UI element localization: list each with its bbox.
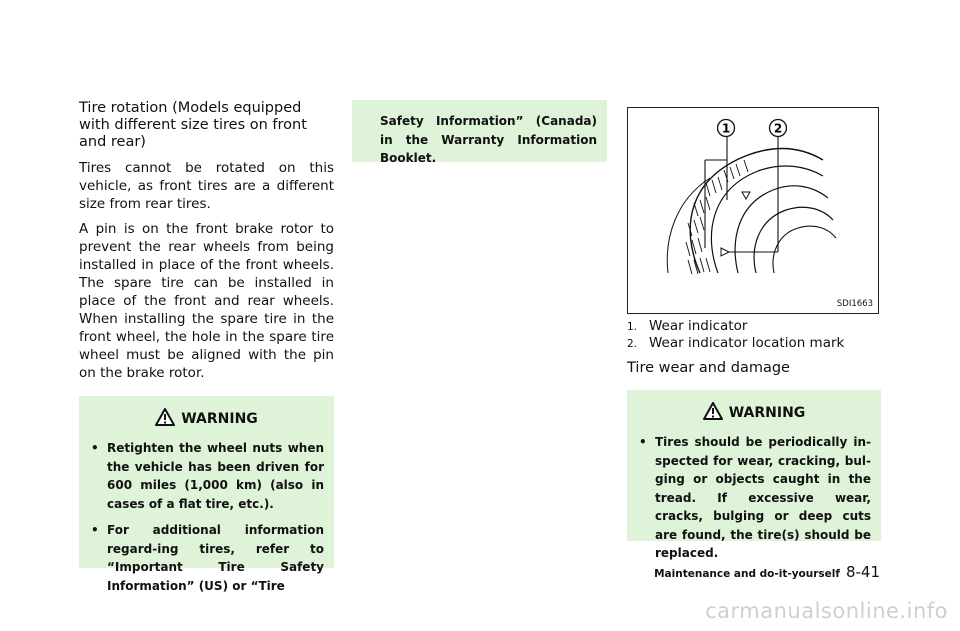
legend-text: Wear indicator location mark bbox=[649, 335, 845, 351]
middle-column bbox=[352, 100, 607, 165]
warning-continuation-text: Safety Information” (Canada) in the Warranty Information Booklet. bbox=[380, 114, 597, 165]
warning-box-continuation bbox=[352, 100, 607, 165]
warning-triangle-icon bbox=[703, 402, 723, 420]
warning-item: • Tires should be periodically in-spected for wear, cracking, bul-ging or objects caught in the tread. If excessive wear, cracks, bulging or deep cuts are found, the tire(s) should be replaced. bbox=[639, 435, 871, 560]
legend-text: Wear indicator bbox=[649, 318, 748, 334]
warning-item-text: Retighten the wheel nuts when the vehicle has been driven for 600 miles (1,000 km) (also in cases of a flat tire, etc.). bbox=[107, 441, 324, 511]
warning-box-rotation bbox=[79, 396, 334, 593]
legend-number: 2. bbox=[627, 338, 638, 350]
tire-rotation-heading: Tire rotation (Models equipped with different size tires on front and rear) bbox=[79, 100, 307, 150]
warning-header bbox=[89, 408, 324, 427]
warning-item: • For additional information regard-ing tires, refer to “Important Tire Safety Information” (US) or “Tire bbox=[91, 523, 324, 593]
warning-item: • Retighten the wheel nuts when the vehicle has been driven for 600 miles (1,000 km) (also in cases of a flat tire, etc.). bbox=[91, 441, 324, 511]
tire-wear-heading: Tire wear and damage bbox=[627, 360, 790, 376]
page-number: 8-41 bbox=[845, 563, 880, 581]
callout-2: 2 bbox=[773, 121, 783, 136]
right-column bbox=[627, 103, 881, 560]
tire-illustration bbox=[628, 108, 877, 312]
footer-section: Maintenance and do-it-yourself bbox=[654, 568, 840, 580]
figure-code: SDI1663 bbox=[836, 299, 873, 309]
paragraph-rotation: Tires cannot be rotated on this vehicle, as front tires are a different size from rear tires. bbox=[79, 160, 334, 212]
page-footer bbox=[610, 562, 880, 581]
warning-item-text: Tires should be periodically in-spected for wear, cracking, bul-ging or objects caught in the tread. If excessive wear, cracks, bulging or deep cuts are found, the tire(s) should be replaced. bbox=[655, 435, 871, 560]
warning-item-text: For additional information regard-ing tires, refer to “Important Tire Safety Information” (US) or “Tire bbox=[107, 523, 324, 593]
left-column bbox=[79, 100, 334, 593]
paragraph-pin: A pin is on the front brake rotor to prevent the rear wheels from being installed in place of the front wheels. The spare tire can be installed in place of the front and rear wheels. When installing the spare tire in the front wheel, the hole in the spare tire wheel must be aligned with the pin on the brake rotor. bbox=[79, 221, 334, 381]
warning-header bbox=[637, 402, 871, 421]
watermark: carmanualsonline.info bbox=[705, 599, 948, 623]
warning-title: WARNING bbox=[728, 405, 806, 421]
tire-wear-indicator-figure bbox=[627, 107, 879, 314]
warning-box-tire-wear bbox=[627, 390, 881, 560]
warning-title: WARNING bbox=[181, 411, 258, 427]
callout-1: 1 bbox=[721, 121, 731, 136]
legend-item bbox=[627, 335, 881, 352]
warning-triangle-icon bbox=[155, 408, 175, 426]
legend-number: 1. bbox=[627, 321, 638, 333]
legend-item bbox=[627, 318, 881, 335]
